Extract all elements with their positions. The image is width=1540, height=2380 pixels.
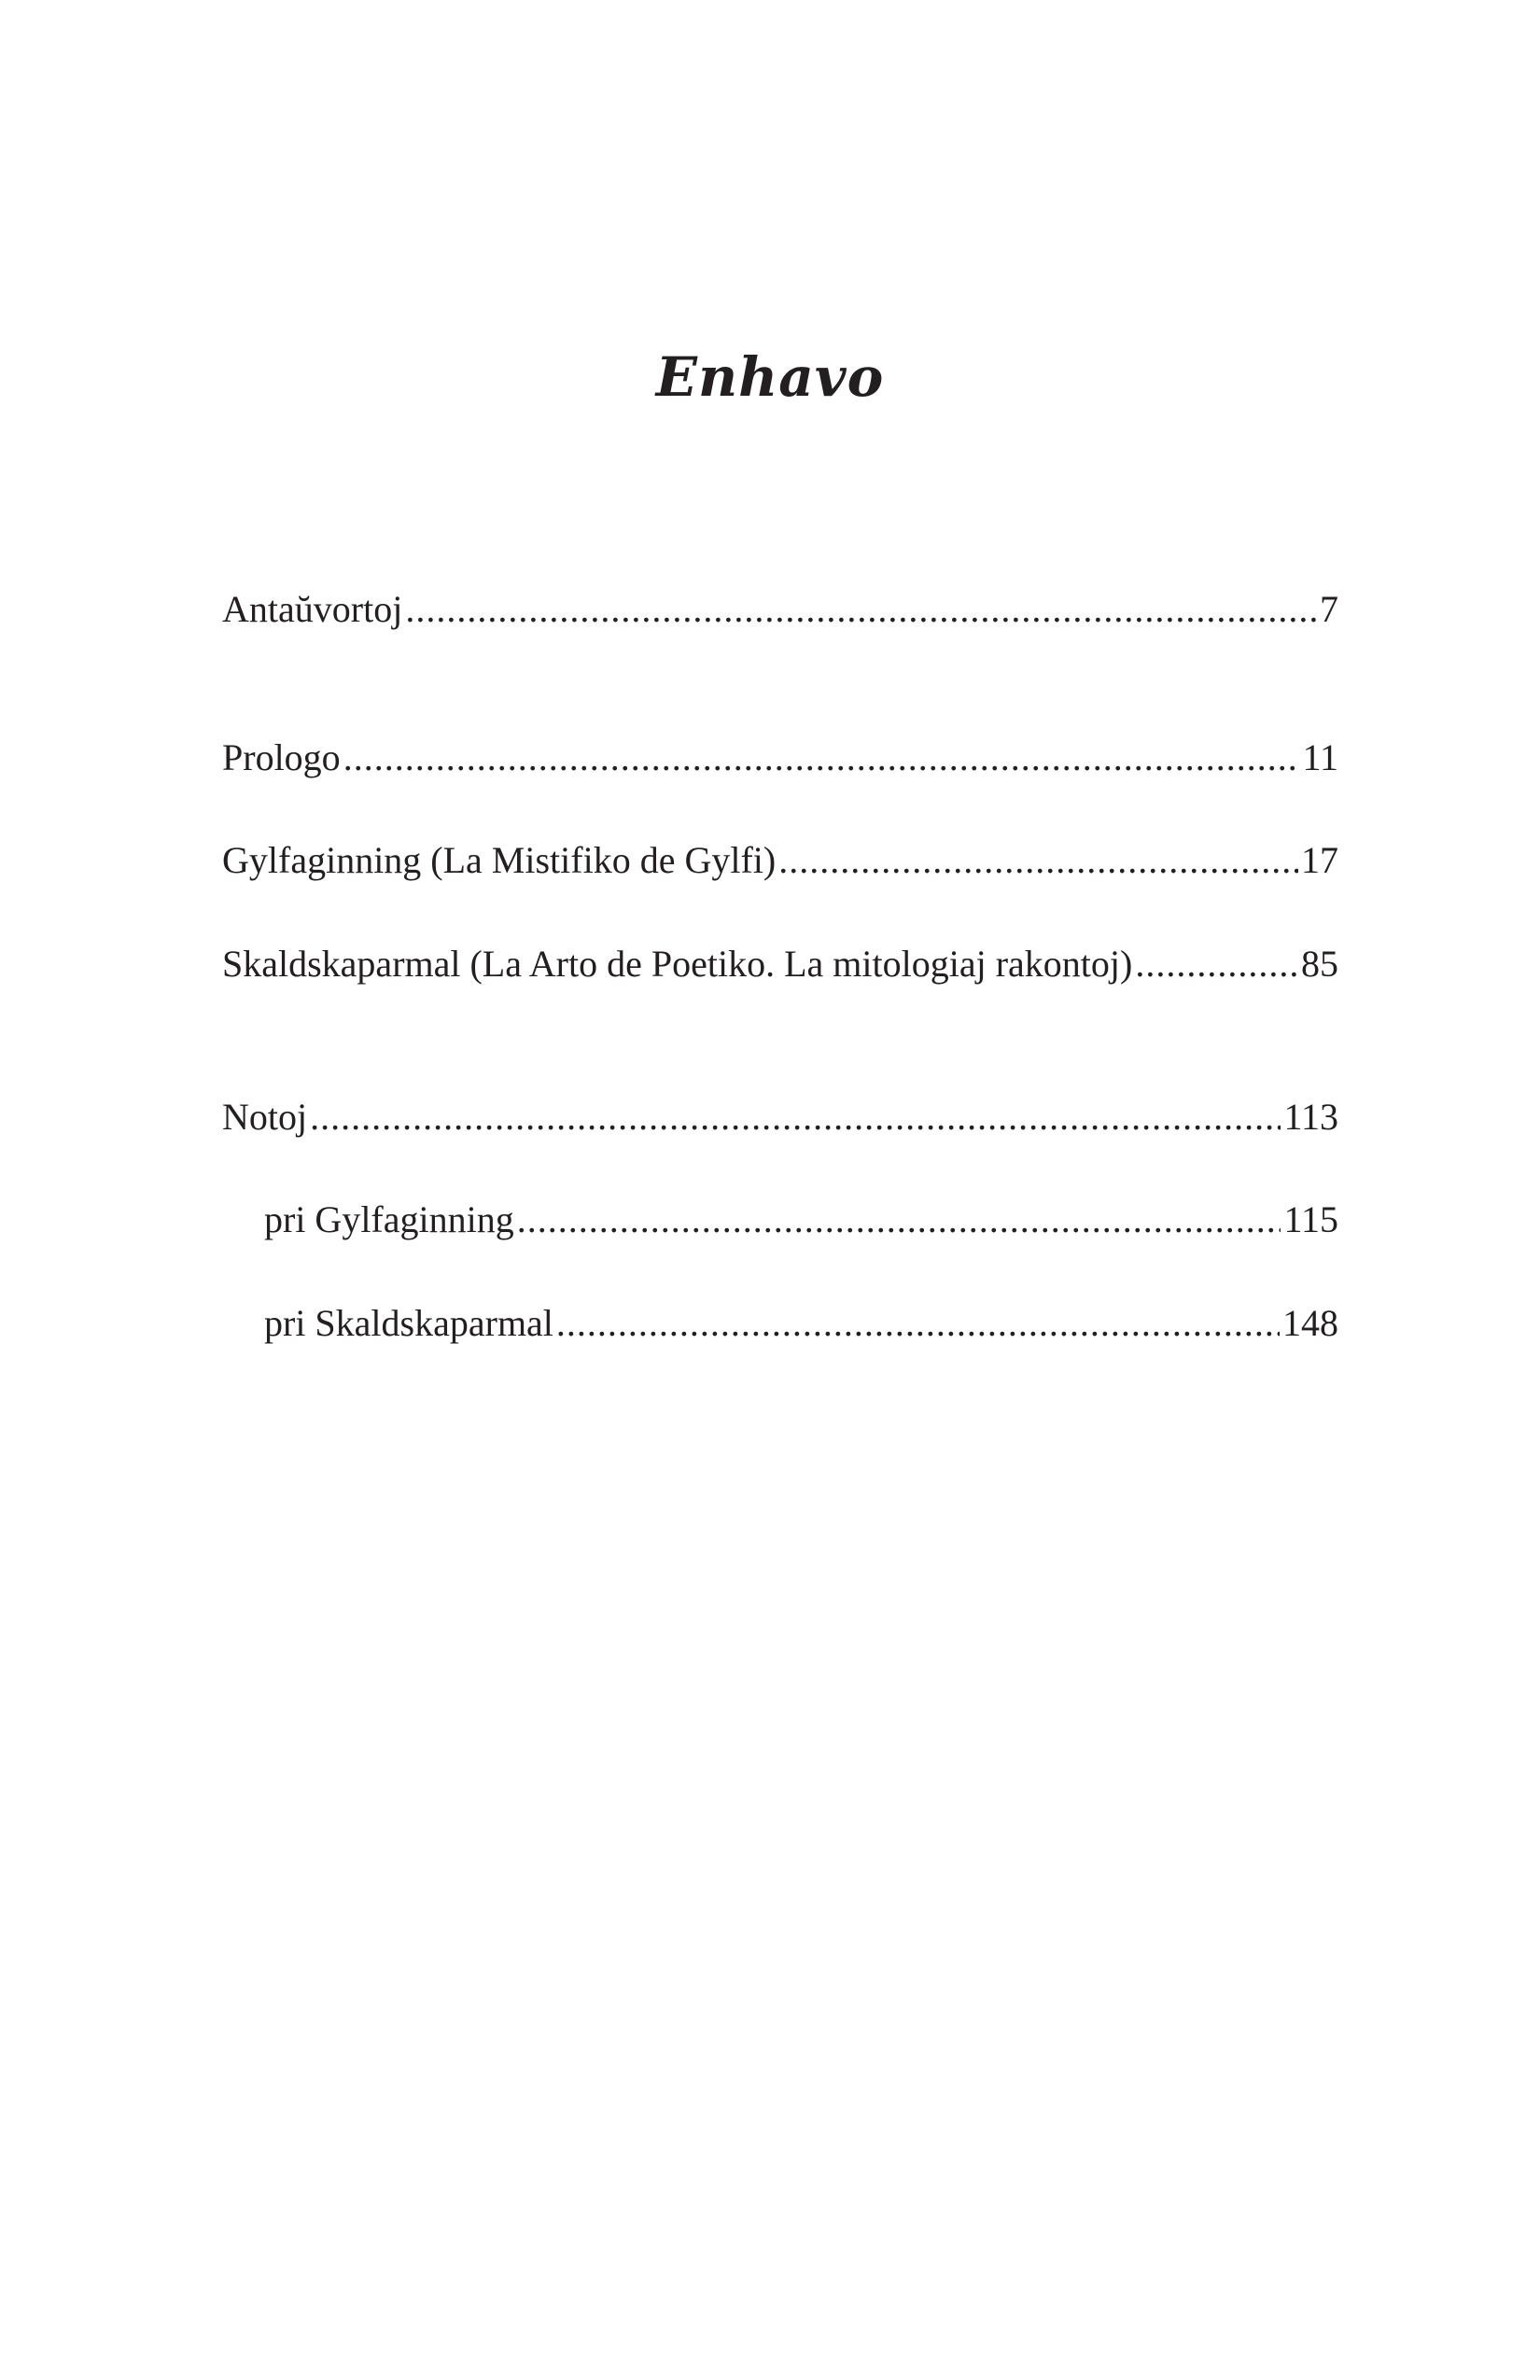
dot-leader	[556, 1300, 1280, 1347]
toc-entry-label: pri Skaldskaparmal	[264, 1302, 553, 1344]
toc-entry-page: 113	[1283, 1096, 1338, 1138]
toc-entry-label: pri Gylfaginning	[264, 1198, 514, 1240]
toc-subentry-gylfaginning	[264, 1197, 1338, 1243]
toc-entry-gylfaginning	[222, 837, 1338, 884]
toc-entry-prologo	[222, 735, 1338, 781]
dot-leader	[310, 1094, 1281, 1141]
toc-entry-notoj	[222, 1094, 1338, 1141]
toc-entry-label: Notoj	[222, 1096, 308, 1138]
toc-entry-antauvortoj	[222, 586, 1338, 633]
toc-subentry-skaldskaparmal	[264, 1300, 1338, 1347]
toc-entry-skaldskaparmal	[222, 941, 1338, 987]
toc-entry-label: Skaldskaparmal (La Arto de Poetiko. La mitologiaj rakontoj)	[222, 943, 1133, 985]
dot-leader	[343, 735, 1300, 781]
toc-entry-page: 11	[1302, 736, 1338, 778]
toc-entry-page: 17	[1301, 839, 1338, 881]
dot-leader	[517, 1197, 1281, 1243]
toc-entry-page: 7	[1320, 588, 1338, 630]
dot-leader	[1135, 941, 1298, 987]
toc-entry-page: 148	[1282, 1302, 1338, 1344]
toc-entry-label: Gylfaginning (La Mistifiko de Gylfi)	[222, 839, 777, 881]
toc-entry-page: 115	[1283, 1198, 1338, 1240]
dot-leader	[778, 837, 1298, 884]
dot-leader	[405, 586, 1317, 633]
toc-entry-label: Prologo	[222, 736, 341, 778]
toc-entry-label: Antaŭvortoj	[222, 588, 403, 630]
page-title: Enhavo	[655, 345, 885, 409]
toc-entry-page: 85	[1301, 943, 1338, 985]
